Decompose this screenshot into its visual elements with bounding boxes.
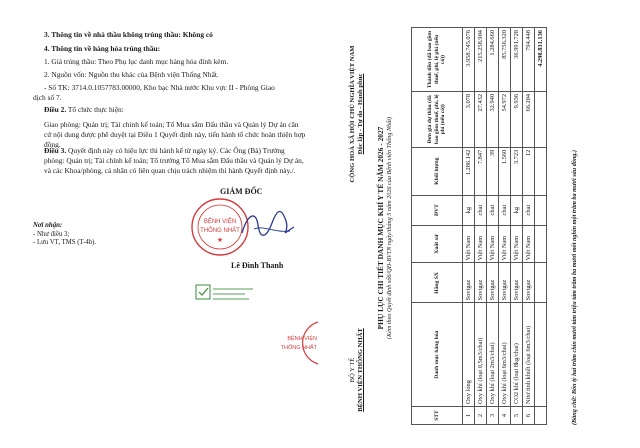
- cell: chai: [487, 195, 499, 225]
- cell: 3.078: [463, 91, 475, 147]
- col-header: Đơn giá dự thầu (đã bao gồm thuế, phí, lệ phí (nếu có)): [412, 91, 463, 147]
- item-4-1: 1. Giá trúng thầu: Theo Phụ lục danh mục hàng hóa đính kèm.: [44, 57, 229, 66]
- account-line-1: - Số TK: 3714.0.1057783.00000, Kho bạc Nhà nước Khu vực II - Phòng Giao: [44, 83, 275, 92]
- recipient-item: - Như điều 3;: [33, 230, 70, 238]
- cell: kg: [511, 195, 523, 225]
- svg-text:BỆNH VIỆN: BỆNH VIỆN: [287, 336, 317, 342]
- cell: Sovigaz: [499, 263, 511, 303]
- article-2-body: Giao phòng: Quản trị; Tài chính kế toán; Tổ Mua sắm Đấu thầu và Quản lý Dự án căn cứ nội dung được phê duyệt tại Điều 1 Quyết định này, tiến hành tổ chức hoàn thiện hợp đồng.: [44, 120, 306, 149]
- table-row: [499, 28, 511, 425]
- cell: 4: [499, 407, 511, 425]
- table-row: [487, 28, 499, 425]
- national-heading: [349, 21, 366, 207]
- appendix-agency-block: [349, 315, 366, 425]
- cell: 1.560: [499, 147, 511, 195]
- cell: 1.284.660: [487, 28, 499, 92]
- cell: chai: [475, 195, 487, 225]
- cell: Việt Nam: [499, 225, 511, 263]
- item-3: 3. Thông tin về nhà thầu không trúng thầu: Không có: [44, 30, 213, 39]
- cell: CO2 khí (loại 8kg/chai): [511, 303, 523, 407]
- cell: 3.958.745.076: [463, 28, 475, 92]
- article-3-body: Điều 3. Quyết định này có hiệu lực thi hành kể từ ngày ký. Các Ông (Bà) Trưởng phòng: Quản trị; Tài chính kế toán; Tổ trưởng Tổ Mua sắm Đấu thầu và Quản lý Dự án, và các Khoa/phòng, cá nhân có liên quan chịu trách nhiệm thi hành Quyết định này./.: [44, 146, 304, 175]
- table-row: [511, 28, 523, 425]
- page-stamp-fragment: [280, 320, 318, 366]
- recipient-item: - Lưu VT, TMS (T-4b).: [33, 239, 97, 247]
- cell: Sovigaz: [475, 263, 487, 303]
- national-motto: Độc lập - Tự do - Hạnh phúc: [357, 73, 365, 155]
- cell: Việt Nam: [475, 225, 487, 263]
- table-row: [475, 28, 487, 425]
- article-2-heading: Điều 2. Tổ chức thực hiện:: [44, 105, 124, 114]
- cell: 2: [475, 407, 487, 425]
- svg-text:THỐNG NHẤT: THỐNG NHẤT: [280, 345, 317, 351]
- cell: 5: [511, 407, 523, 425]
- cell: chai: [499, 195, 511, 225]
- hospital-name: BỆNH VIỆN THỐNG NHẤT: [357, 328, 365, 412]
- cell: Nitơ tinh khiết (loại 6m3/chai): [523, 303, 535, 407]
- country-name: CỘNG HOÀ XÃ HỘI CHỦ NGHĨA VIỆT NAM: [349, 45, 356, 183]
- table-row: [463, 28, 475, 425]
- cell: Việt Nam: [487, 225, 499, 263]
- total-cell: 4.298.831.136: [535, 28, 547, 92]
- cell: Việt Nam: [523, 225, 535, 263]
- col-header: STT: [412, 407, 463, 425]
- table-header-row: [412, 28, 463, 425]
- account-line-2: dịch số 7.: [33, 93, 62, 102]
- handwritten-signature: [238, 203, 300, 243]
- table-row: [523, 28, 535, 425]
- signer-title: GIÁM ĐỐC: [220, 187, 263, 196]
- cell: 27.432: [475, 91, 487, 147]
- cell: 1.286.142: [463, 147, 475, 195]
- cell: 54.972: [499, 91, 511, 147]
- appendix-title: PHỤ LỤC CHI TIẾT DANH MỤC KHÍ Y TẾ NĂM 2026 - 2027: [376, 126, 385, 330]
- item-4-2: 2. Nguồn vốn: Nguồn thu khác của Bệnh viện Thống Nhất.: [44, 70, 219, 79]
- cell: Oxy khí (loại 0,5m3/chai): [475, 303, 487, 407]
- cell: kg: [463, 195, 475, 225]
- col-header: Danh mục hàng hóa: [412, 303, 463, 407]
- cell: 32.940: [487, 91, 499, 147]
- recipients-title: Nơi nhận:: [33, 222, 63, 229]
- agency-name: BỘ Y TẾ: [349, 357, 356, 383]
- appendix-subtitle: (Kèm theo Quyết định số6/QĐ-BVTN ngày/tháng 5 năm 2026 của Bệnh viện Thống Nhất): [386, 116, 393, 340]
- amount-in-words: (Bằng chữ: Bốn tỷ hai trăm chín mươi tám triệu tám trăm ba mươi mốt nghìn một trăm ba mươi sáu đồng.): [571, 149, 578, 425]
- cell: Việt Nam: [463, 225, 475, 263]
- cell: Sovigaz: [523, 263, 535, 303]
- cell: 6: [523, 407, 535, 425]
- svg-text:★: ★: [216, 236, 224, 244]
- cell: 1: [463, 407, 475, 425]
- cell: chai: [523, 195, 535, 225]
- item-4: 4. Thông tin về hàng hóa trúng thầu:: [44, 44, 161, 53]
- cell: 85.756.320: [499, 28, 511, 92]
- col-header: ĐVT: [412, 195, 463, 225]
- cell: 12: [523, 147, 535, 195]
- cell: 7.847: [475, 147, 487, 195]
- cell: Sovigaz: [463, 263, 475, 303]
- col-header: Hãng SX: [412, 263, 463, 303]
- digital-certificate-icon: [195, 282, 255, 304]
- cell: Sovigaz: [487, 263, 499, 303]
- goods-table: [411, 27, 547, 425]
- svg-text:BỆNH VIỆN: BỆNH VIỆN: [203, 219, 237, 225]
- cell: Sovigaz: [511, 263, 523, 303]
- cell: 794.448: [523, 28, 535, 92]
- cell: 36.991.728: [511, 28, 523, 92]
- cell: 66.204: [523, 91, 535, 147]
- col-header: Thành tiền (đã bao gồm thuế, phí, lệ phí (nếu có)): [412, 28, 463, 92]
- cell: Oxy khí (loại 6m3/chai): [499, 303, 511, 407]
- recipients: [33, 222, 96, 248]
- table-total-row: [535, 28, 547, 425]
- signer-name: Lê Đình Thanh: [231, 261, 284, 270]
- col-header: Xuất xứ: [412, 225, 463, 263]
- cell: 215.258.904: [475, 28, 487, 92]
- svg-text:THỐNG NHẤT: THỐNG NHẤT: [200, 228, 240, 234]
- appendix-page: [345, 19, 589, 437]
- cell: 39: [487, 147, 499, 195]
- cell: 3.723: [511, 147, 523, 195]
- cell: Việt Nam: [511, 225, 523, 263]
- cell: 3: [487, 407, 499, 425]
- cell: Oxy khí (loại 2m3/chai): [487, 303, 499, 407]
- cell: Oxy lỏng: [463, 303, 475, 407]
- cell: 9.936: [511, 91, 523, 147]
- col-header: Khối lượng: [412, 147, 463, 195]
